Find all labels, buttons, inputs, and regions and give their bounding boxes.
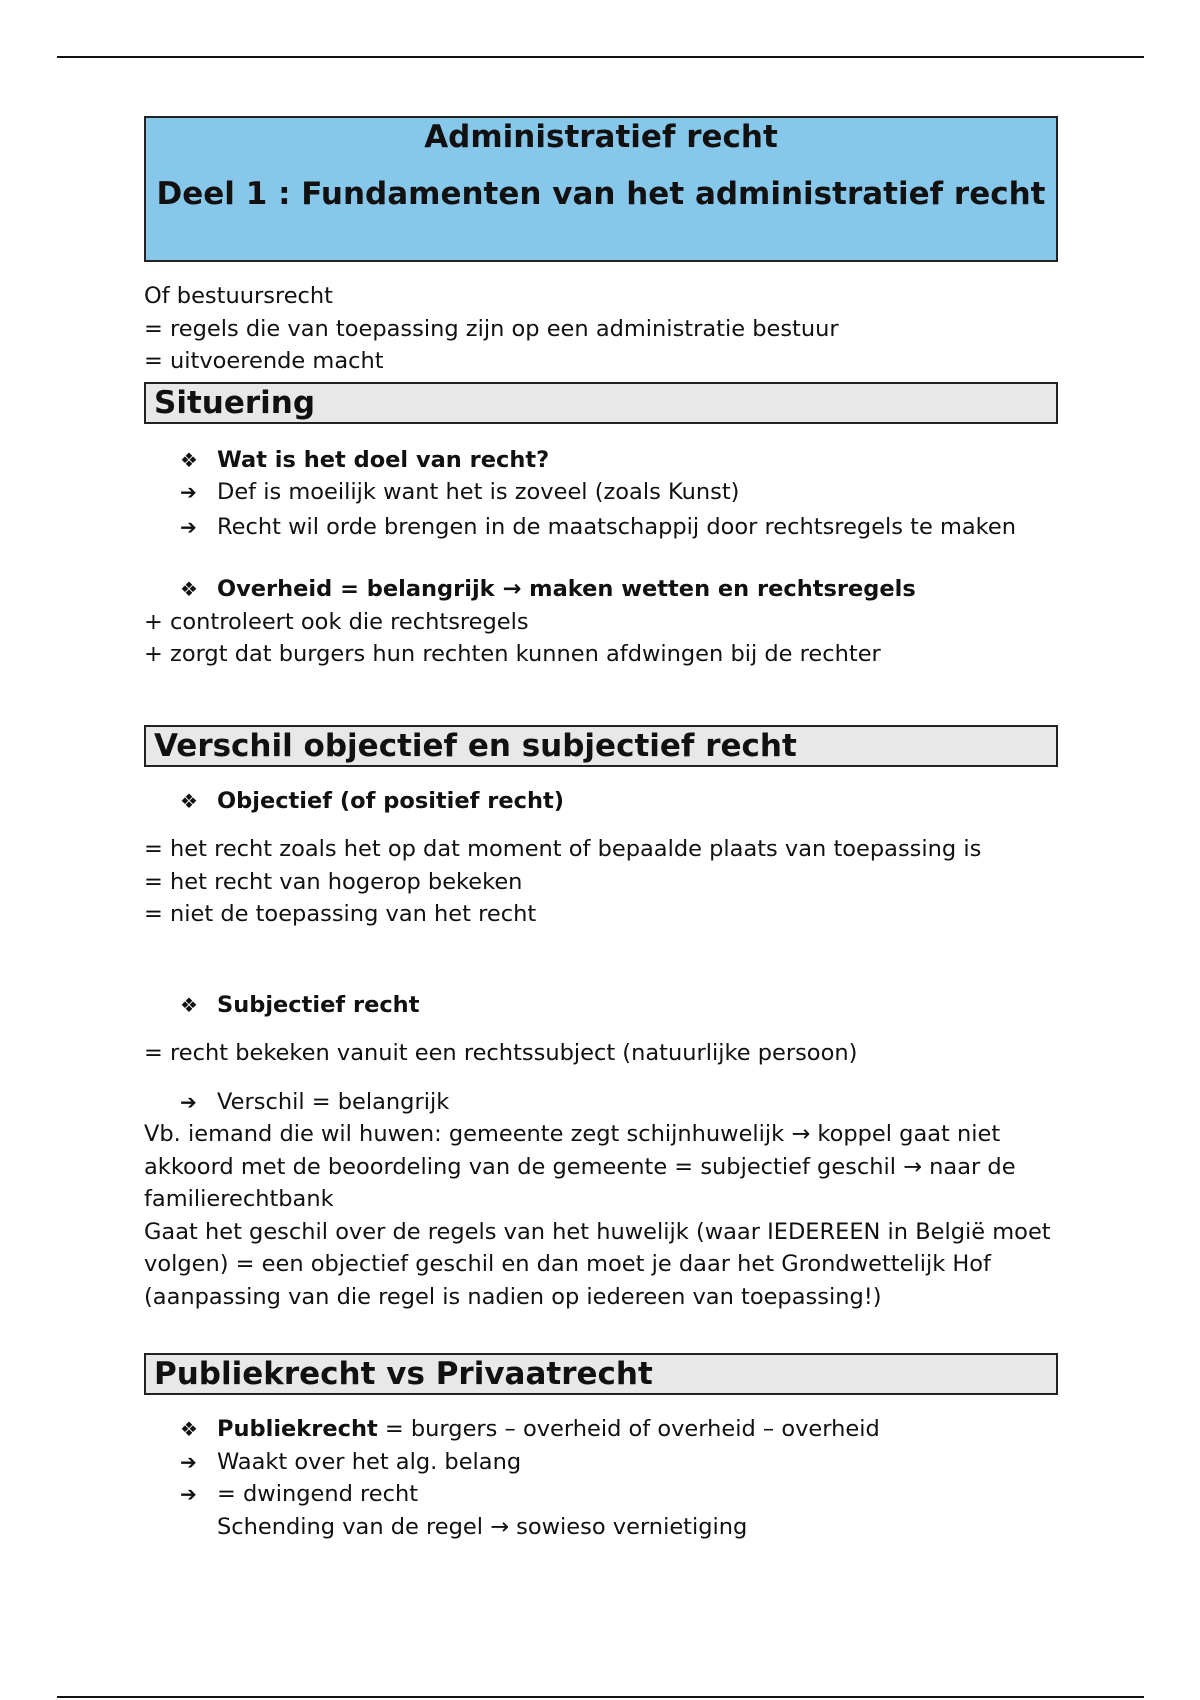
item-text: = dwingend recht	[217, 1481, 419, 1507]
plus-line: + zorgt dat burgers hun rechten kunnen afdwingen bij de rechter	[144, 641, 881, 667]
verschil-block	[144, 785, 1058, 1314]
indented-line: Schending van de regel → sowieso vernietiging	[217, 1513, 748, 1540]
item-text: Objectief (of positief recht)	[217, 787, 565, 814]
definition-line: = recht bekeken vanuit een rechtssubject (natuurlijke persoon)	[144, 1040, 858, 1066]
arrow-bullet-icon: ➔	[180, 1482, 197, 1506]
item-text: Def is moeilijk want het is zoveel (zoals Kunst)	[217, 479, 740, 505]
situering-block	[144, 444, 1058, 671]
section-heading-publiek: Publiekrecht vs Privaatrecht	[144, 1353, 1058, 1395]
section-heading-verschil: Verschil objectief en subjectief recht	[144, 725, 1058, 767]
intro-line: Of bestuursrecht	[144, 283, 333, 309]
example-paragraph: Gaat het geschil over de regels van het huwelijk (waar IEDEREEN in België moet volgen) = een objectief geschil en dan moet je daar het Grondwettelijk Hof (aanpassing van die regel is nadien op iedereen van toepassing!)	[144, 1218, 1058, 1310]
arrow-bullet-icon: ➔	[180, 480, 197, 504]
item-text: Recht wil orde brengen in de maatschappij door rechtsregels te maken	[217, 513, 1017, 540]
list-item	[144, 1446, 1058, 1479]
arrow-bullet-icon: ➔	[180, 1449, 197, 1474]
diamond-bullet-icon: ❖	[180, 447, 198, 472]
diamond-bullet-icon: ❖	[180, 788, 198, 813]
arrow-bullet-icon: ➔	[180, 1089, 197, 1114]
definition-line: = het recht zoals het op dat moment of bepaalde plaats van toepassing is	[144, 836, 982, 862]
document-title: Administratief recht	[424, 119, 778, 155]
definition-line: = niet de toepassing van het recht	[144, 901, 537, 927]
list-item	[144, 989, 1058, 1022]
list-item	[144, 511, 1058, 544]
example-paragraph: Vb. iemand die wil huwen: gemeente zegt schijnhuwelijk → koppel gaat niet akkoord met de beoordeling van de gemeente = subjectief geschil → naar de familierechtbank	[144, 1121, 1023, 1212]
document-subtitle: Deel 1 : Fundamenten van het administratief recht	[156, 176, 1046, 212]
publiek-block	[144, 1413, 1058, 1543]
diamond-bullet-icon: ❖	[180, 1417, 198, 1441]
bottom-rule	[57, 1696, 1144, 1698]
top-rule	[57, 56, 1144, 58]
document-body	[144, 116, 1058, 1543]
item-text: Overheid = belangrijk → maken wetten en rechtsregels	[217, 576, 916, 602]
list-item	[144, 1086, 1058, 1119]
diamond-bullet-icon: ❖	[180, 992, 198, 1017]
diamond-bullet-icon: ❖	[180, 577, 198, 601]
title-box	[144, 116, 1058, 262]
plus-line: + controleert ook die rechtsregels	[144, 608, 529, 635]
item-text: = burgers – overheid of overheid – overheid	[377, 1416, 880, 1442]
item-text: Waakt over het alg. belang	[217, 1448, 522, 1475]
list-item	[144, 1478, 1058, 1511]
item-text: Wat is het doel van recht?	[217, 446, 550, 473]
definition-line: = het recht van hogerop bekeken	[144, 868, 523, 895]
item-text: Verschil = belangrijk	[217, 1088, 450, 1115]
intro-line: = regels die van toepassing zijn op een administratie bestuur	[144, 315, 839, 342]
list-item	[144, 573, 1058, 606]
list-item	[144, 785, 1058, 818]
list-item	[144, 1413, 1058, 1446]
list-item	[144, 476, 1058, 509]
list-item	[144, 444, 1058, 477]
intro-line: = uitvoerende macht	[144, 348, 384, 374]
arrow-bullet-icon: ➔	[180, 514, 197, 539]
item-text: Subjectief recht	[217, 991, 420, 1018]
item-text-bold: Publiekrecht	[217, 1416, 378, 1442]
intro-block	[144, 280, 1058, 378]
section-heading-situering: Situering	[144, 382, 1058, 424]
